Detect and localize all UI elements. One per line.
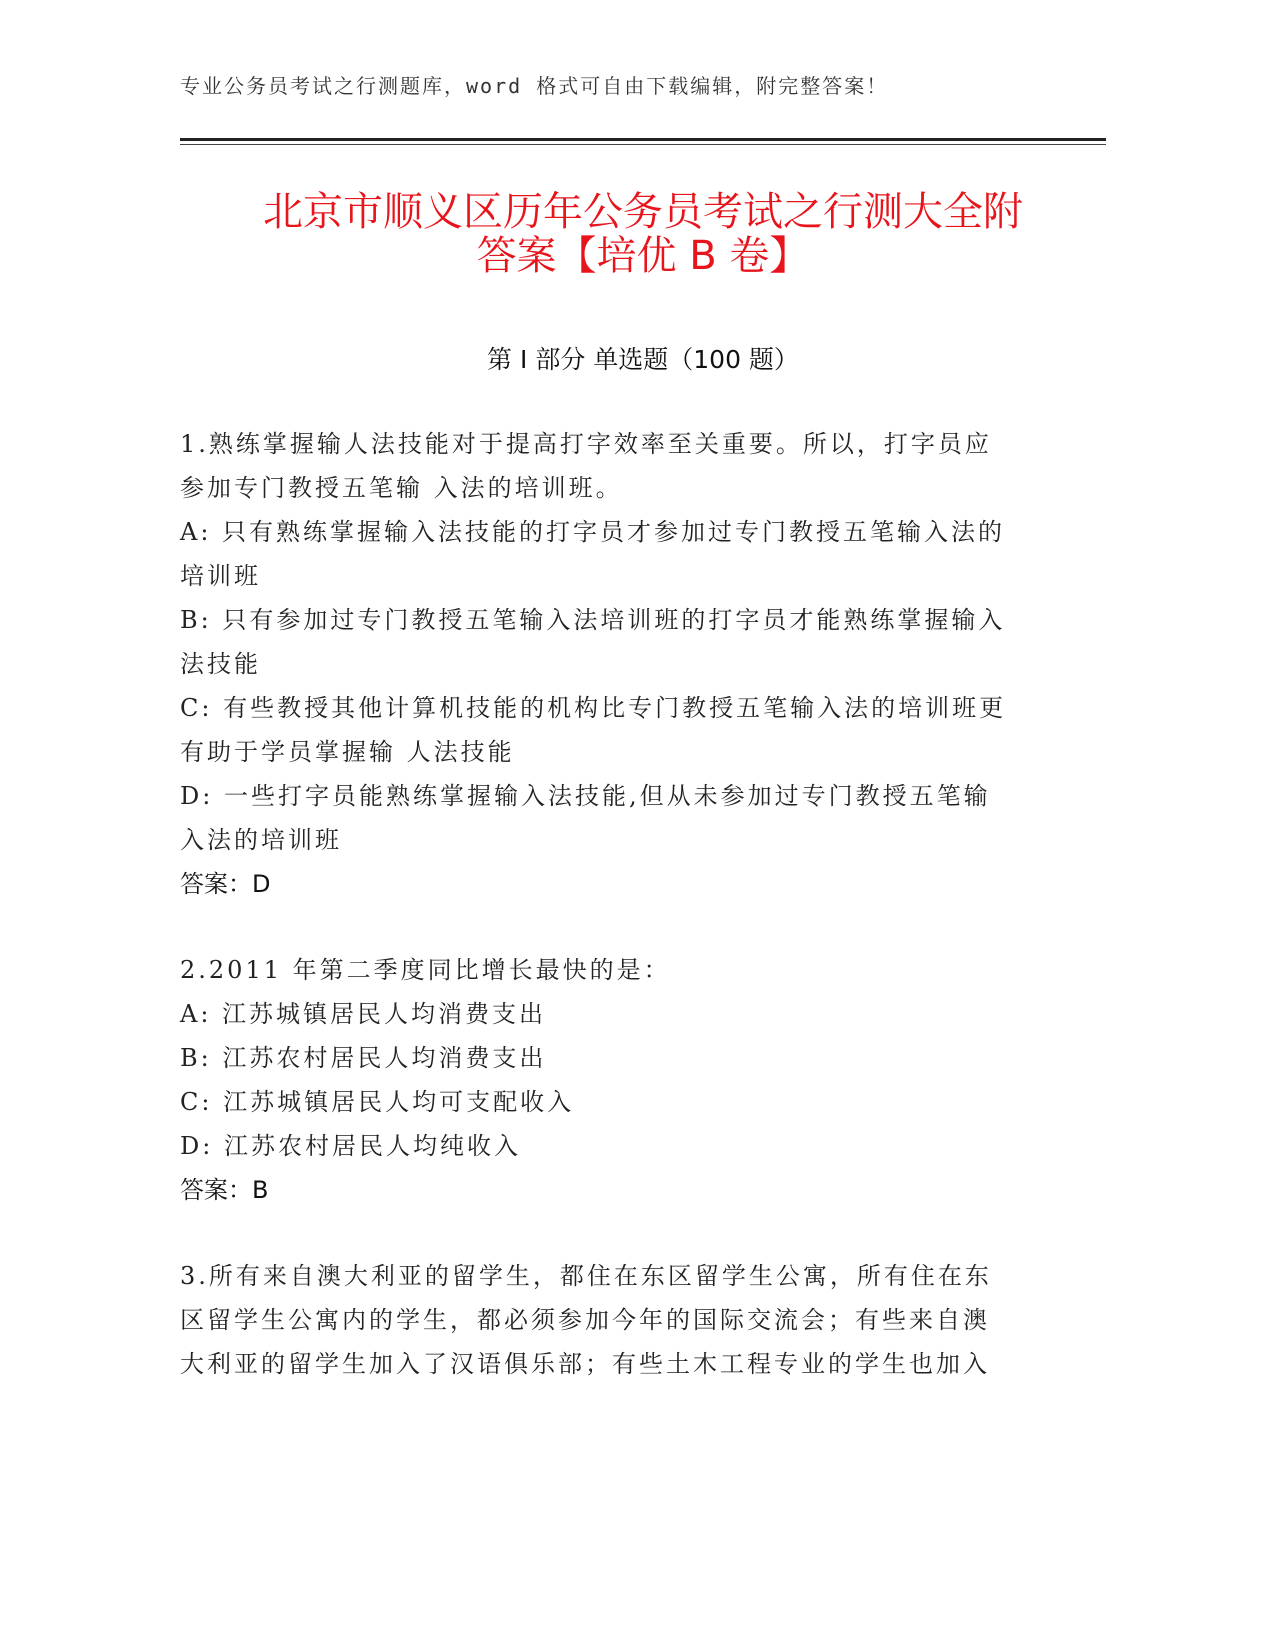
document-title-line-2: 答案【培优 B 卷】 <box>476 233 810 279</box>
document-title <box>180 190 1106 278</box>
option-c-line: C: 江苏城镇居民人均可支配收入 <box>180 1088 575 1116</box>
document-title-line-1: 北京市顺义区历年公务员考试之行测大全附 <box>263 189 1023 235</box>
option-c-line: 有助于学员掌握输 人法技能 <box>180 738 515 766</box>
option-c-line: C: 有些教授其他计算机技能的机构比专门教授五笔输入法的培训班更 <box>180 694 1007 722</box>
question-1 <box>180 422 1030 906</box>
question-stem-line: 3.所有来自澳大利亚的留学生，都住在东区留学生公寓，所有住在东 <box>180 1262 992 1290</box>
option-a-line: A: 只有熟练掌握输入法技能的打字员才参加过专门教授五笔输入法的 <box>180 518 1006 546</box>
header-rule-thick <box>180 138 1106 141</box>
section-title: 第 I 部分 单选题（100 题） <box>487 345 799 374</box>
question-stem-line: 区留学生公寓内的学生，都必须参加今年的国际交流会；有些来自澳 <box>180 1306 990 1334</box>
option-a-line: 培训班 <box>180 562 261 590</box>
option-d-line: 入法的培训班 <box>180 826 342 854</box>
option-b-line: B: 江苏农村居民人均消费支出 <box>180 1044 547 1072</box>
option-d-line: D: 一些打字员能熟练掌握输入法技能,但从未参加过专门教授五笔输 <box>180 782 991 810</box>
answer-label: 答案：D <box>180 870 271 898</box>
answer-label: 答案：B <box>180 1176 269 1204</box>
header-rule-thin <box>180 144 1106 145</box>
option-b-line: 法技能 <box>180 650 261 678</box>
question-stem-line: 参加专门教授五笔输 入法的培训班。 <box>180 474 623 502</box>
option-a-line: A: 江苏城镇居民人均消费支出 <box>180 1000 547 1028</box>
question-stem-line: 2.2011 年第二季度同比增长最快的是： <box>180 956 671 984</box>
question-2 <box>180 948 1030 1212</box>
question-3 <box>180 1254 1030 1386</box>
option-b-line: B: 只有参加过专门教授五笔输入法培训班的打字员才能熟练掌握输入 <box>180 606 1006 634</box>
question-stem-line: 大利亚的留学生加入了汉语俱乐部；有些土木工程专业的学生也加入 <box>180 1350 990 1378</box>
question-list <box>180 422 1030 1428</box>
header-note: 专业公务员考试之行测题库，word 格式可自由下载编辑，附完整答案！ <box>180 74 889 98</box>
option-d-line: D: 江苏农村居民人均纯收入 <box>180 1132 521 1160</box>
question-stem-line: 1.熟练掌握输人法技能对于提高打字效率至关重要。所以，打字员应 <box>180 430 992 458</box>
